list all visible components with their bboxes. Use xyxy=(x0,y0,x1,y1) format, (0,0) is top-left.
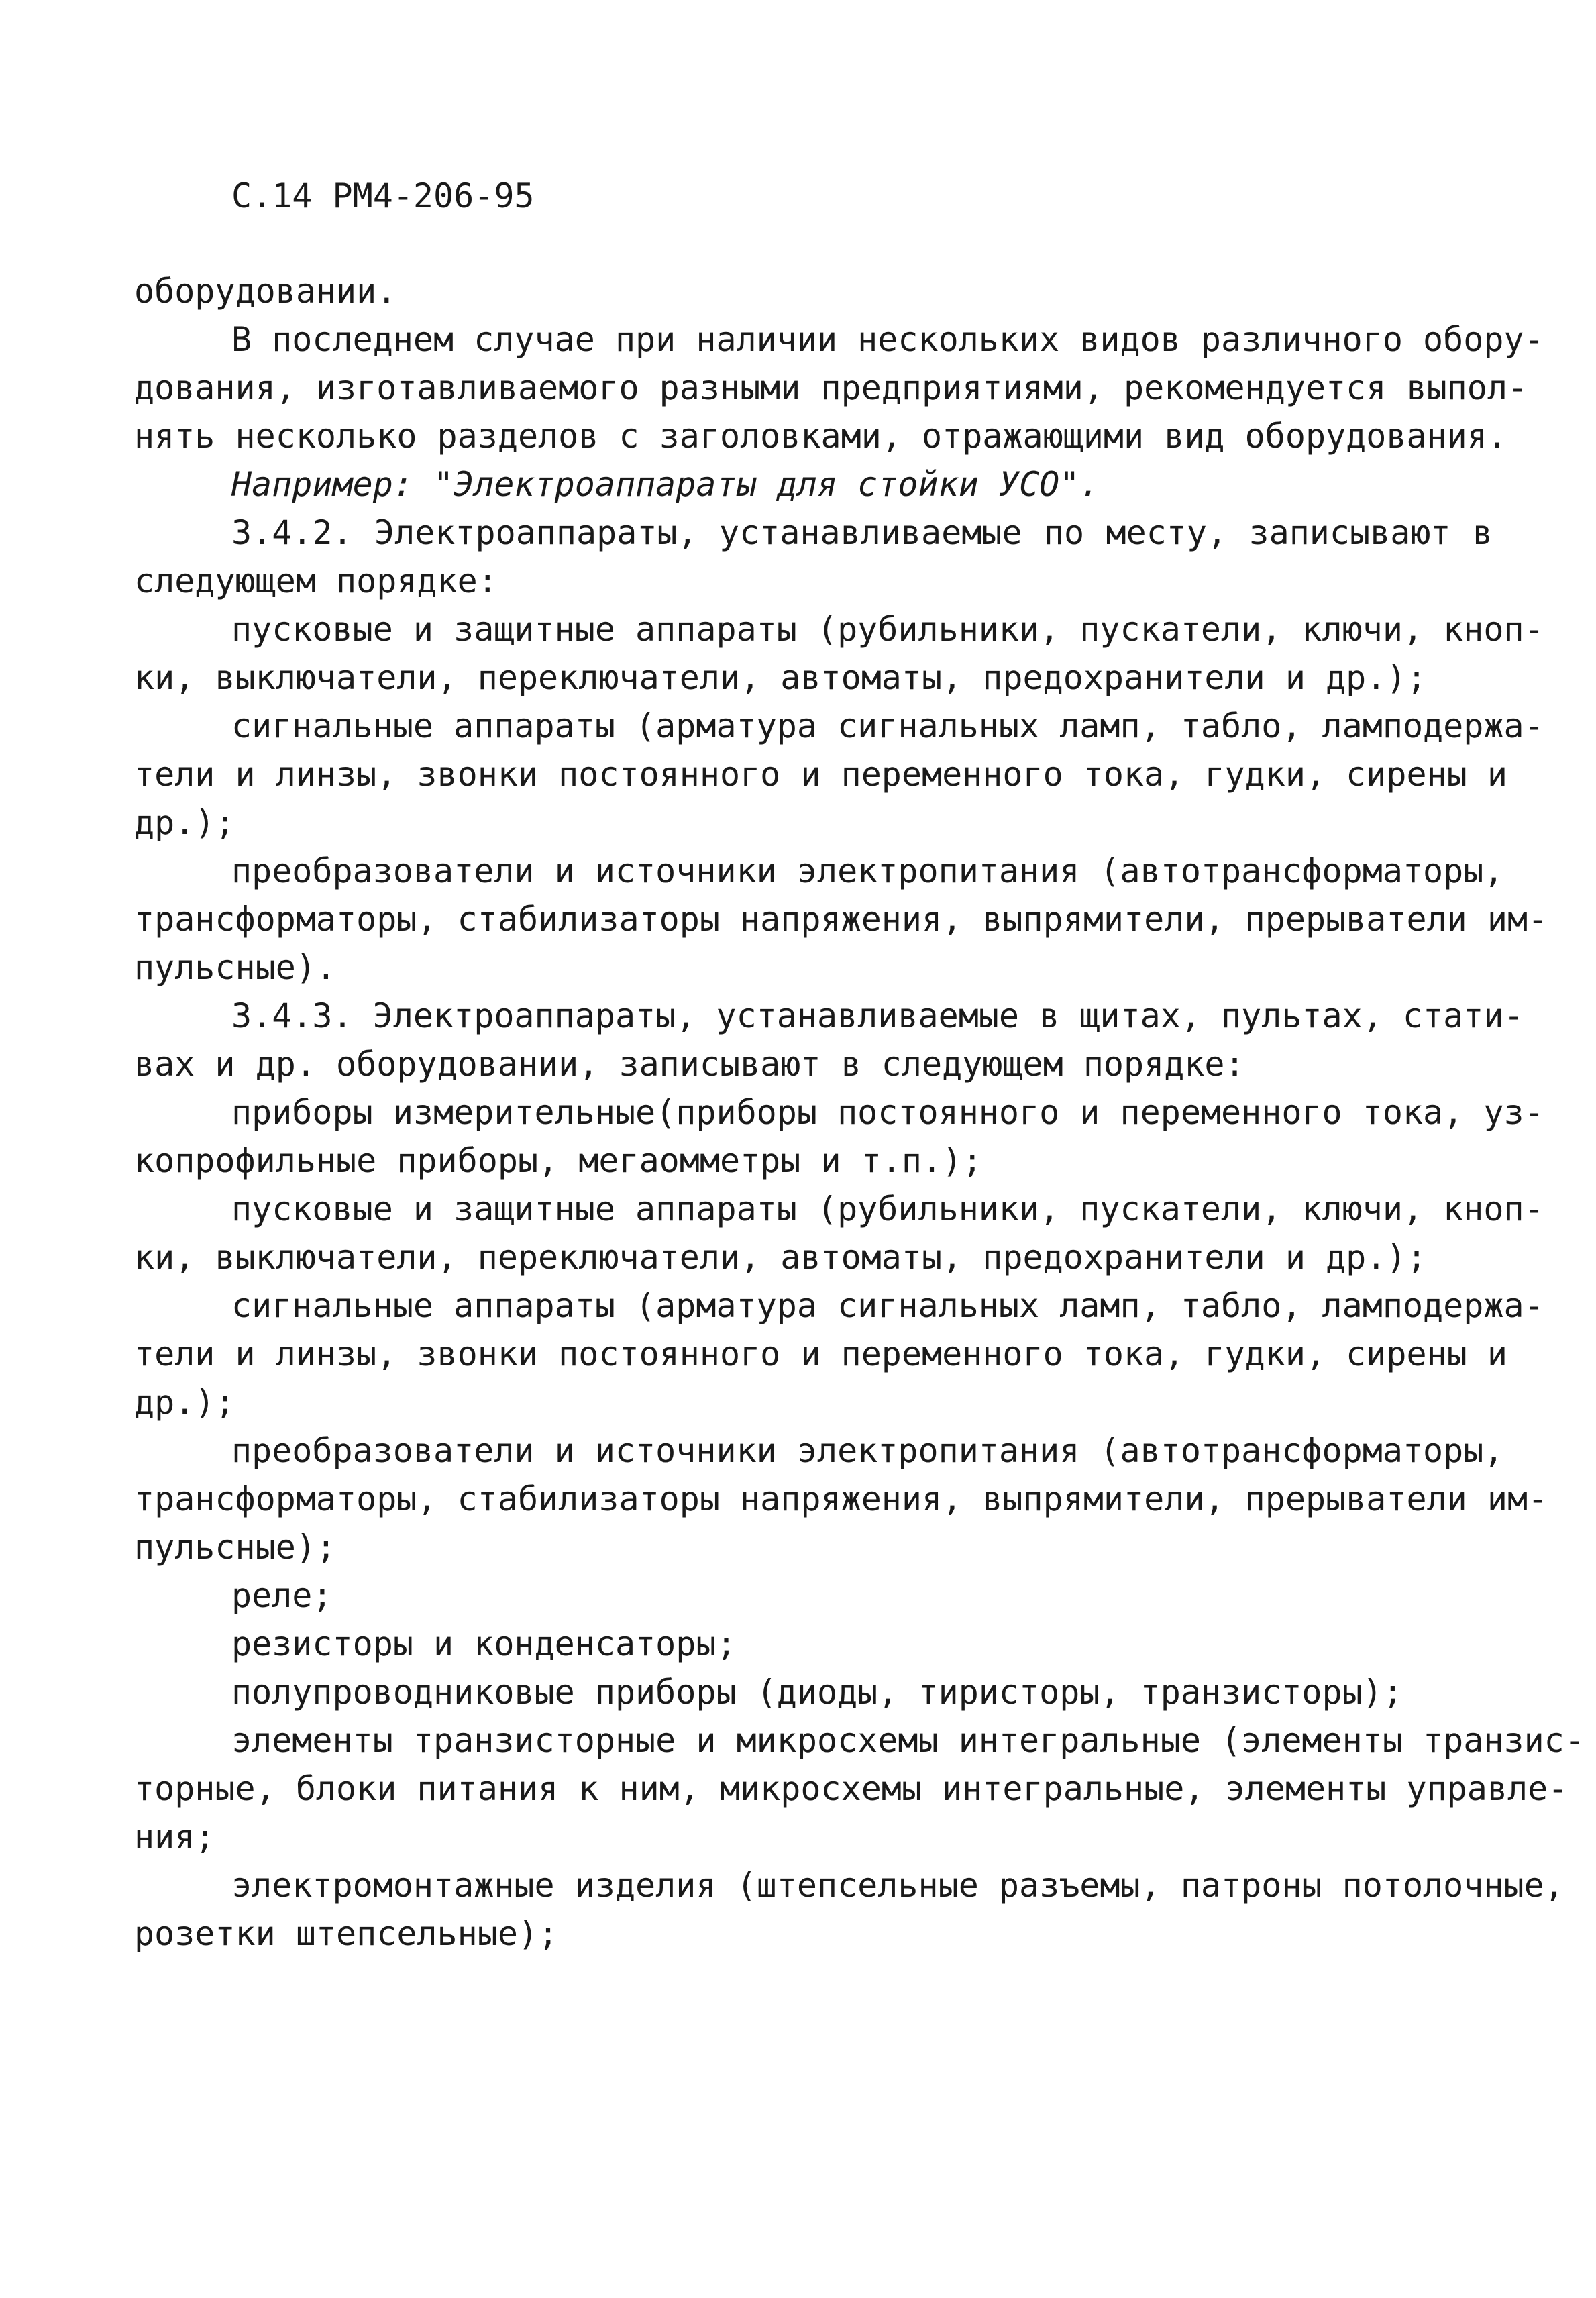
text-line: нять несколько разделов с заголовками, отражающими вид оборудования. xyxy=(134,417,1507,456)
text-line: преобразователи и источники электропитания (автотрансформаторы, xyxy=(231,851,1504,890)
text-line: др.); xyxy=(134,1383,235,1422)
text-line: дования, изготавливаемого разными предприятиями, рекомендуется выпол- xyxy=(134,368,1528,407)
text-line: полупроводниковые приборы (диоды, тиристоры, транзисторы); xyxy=(231,1673,1403,1712)
text-line: вах и др. оборудовании, записывают в следующем порядке: xyxy=(134,1045,1245,1084)
text-line: др.); xyxy=(134,803,235,842)
text-line: 3.4.3. Электроаппараты, устанавливаемые в щитах, пультах, стати- xyxy=(231,996,1524,1035)
text-line: ния; xyxy=(134,1818,215,1857)
text-line: пусковые и защитные аппараты (рубильники, пускатели, ключи, кноп- xyxy=(231,1190,1544,1229)
text-line: трансформаторы, стабилизаторы напряжения, выпрямители, прерыватели им- xyxy=(134,1479,1548,1518)
text-line: реле; xyxy=(231,1576,333,1615)
text-line: сигнальные аппараты (арматура сигнальных ламп, табло, ламподержа- xyxy=(231,707,1544,745)
text-line: пульсные). xyxy=(134,948,337,987)
text-line: следующем порядке: xyxy=(134,562,498,600)
text-line: приборы измерительные(приборы постоянного и переменного тока, уз- xyxy=(231,1093,1544,1132)
text-line: электромонтажные изделия (штепсельные разъемы, патроны потолочные, xyxy=(231,1866,1564,1905)
text-line: ки, выключатели, переключатели, автоматы, предохранители и др.); xyxy=(134,658,1427,697)
text-line: пульсные); xyxy=(134,1528,337,1567)
text-line: 3.4.2. Электроаппараты, устанавливаемые по месту, записывают в xyxy=(231,513,1493,552)
text-line: тели и линзы, звонки постоянного и переменного тока, гудки, сирены и xyxy=(134,1335,1507,1373)
text-line: торные, блоки питания к ним, микросхемы интегральные, элементы управле- xyxy=(134,1769,1568,1808)
text-line: копрофильные приборы, мегаомметры и т.п.); xyxy=(134,1141,983,1180)
text-line: сигнальные аппараты (арматура сигнальных ламп, табло, ламподержа- xyxy=(231,1286,1544,1325)
text-line: Например: "Электроаппараты для стойки УСО". xyxy=(231,465,1100,504)
text-line: оборудовании. xyxy=(134,272,397,311)
text-line: розетки штепсельные); xyxy=(134,1914,559,1953)
text-line: элементы транзисторные и микросхемы интегральные (элементы транзис- xyxy=(231,1721,1585,1760)
text-line: ки, выключатели, переключатели, автоматы, предохранители и др.); xyxy=(134,1238,1427,1277)
page-header: С.14 РМ4-206-95 xyxy=(231,176,535,215)
text-line: преобразователи и источники электропитания (автотрансформаторы, xyxy=(231,1431,1504,1470)
text-line: трансформаторы, стабилизаторы напряжения, выпрямители, прерыватели им- xyxy=(134,900,1548,939)
text-line: резисторы и конденсаторы; xyxy=(231,1624,737,1663)
text-line: В последнем случае при наличии нескольких видов различного обору- xyxy=(231,320,1544,359)
text-line: тели и линзы, звонки постоянного и переменного тока, гудки, сирены и xyxy=(134,755,1507,794)
text-line: пусковые и защитные аппараты (рубильники, пускатели, ключи, кноп- xyxy=(231,610,1544,649)
